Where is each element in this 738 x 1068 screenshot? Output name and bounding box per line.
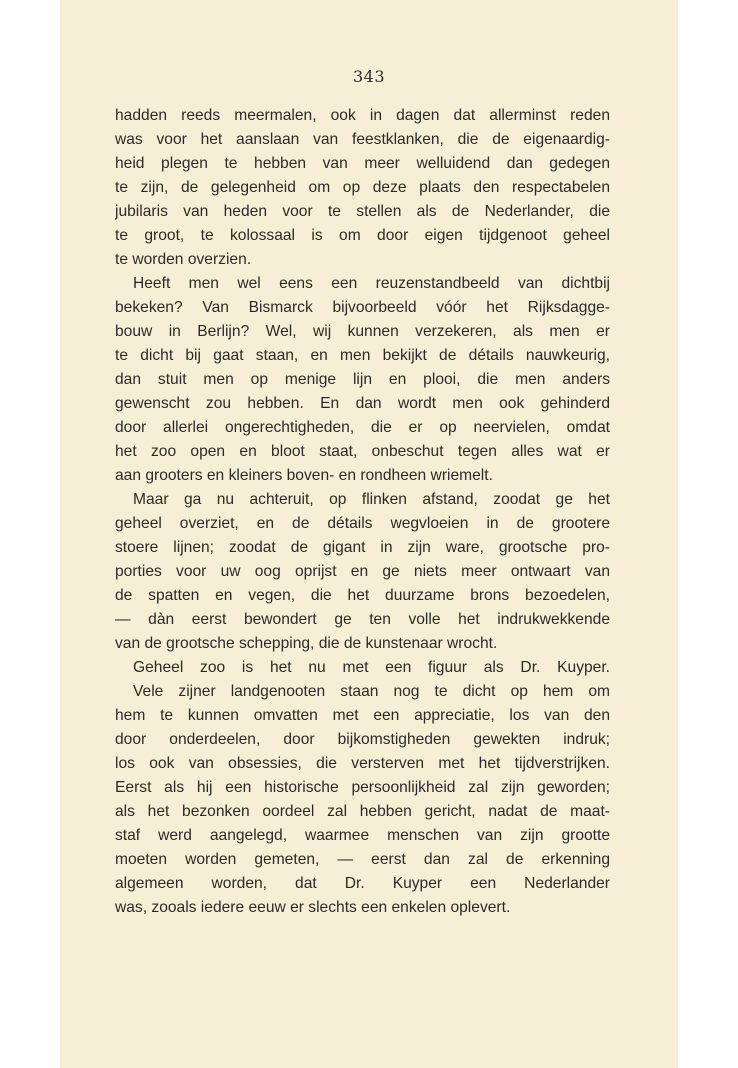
text-line: door onderdeelen, door bijkomstigheden gewekten indruk; bbox=[115, 731, 610, 748]
text-line: te zijn, de gelegenheid om op deze plaats den respectabelen bbox=[115, 179, 610, 196]
text-line: geheel overziet, en de détails wegvloeien in de grootere bbox=[115, 515, 610, 532]
text-line: van de grootsche schepping, die de kunstenaar wrocht. bbox=[115, 635, 498, 652]
text-line: door allerlei ongerechtigheden, die er op neervielen, omdat bbox=[115, 419, 610, 436]
text-line: moeten worden gemeten, — eerst dan zal de erkenning bbox=[115, 851, 610, 868]
text-line: hem te kunnen omvatten met een appreciatie, los van den bbox=[115, 707, 610, 724]
text-line: stoere lijnen; zoodat de gigant in zijn ware, grootsche pro- bbox=[115, 539, 610, 556]
text-line: als het bezonken oordeel zal hebben gericht, nadat de maat- bbox=[115, 803, 610, 820]
text-line: was, zooals iedere eeuw er slechts een enkelen oplevert. bbox=[115, 899, 511, 916]
text-line: gewenscht zou hebben. En dan wordt men ook gehinderd bbox=[115, 395, 610, 412]
page-number: 343 bbox=[352, 67, 386, 86]
text-line: het zoo open en bloot staat, onbeschut tegen alles wat er bbox=[115, 443, 610, 460]
text-line: bekeken? Van Bismarck bijvoorbeeld vóór het Rijksdagge- bbox=[115, 299, 610, 316]
text-line: staf werd aangelegd, waarmee menschen van zijn grootte bbox=[115, 827, 610, 844]
text-line: Vele zijner landgenooten staan nog te dicht op hem om bbox=[133, 683, 610, 700]
text-line: te worden overzien. bbox=[115, 251, 252, 268]
text-line: de spatten en vegen, die het duurzame brons bezoedelen, bbox=[115, 587, 610, 604]
text-line: te groot, te kolossaal is om door eigen tijdgenoot geheel bbox=[115, 227, 610, 244]
text-line: was voor het aanslaan van feestklanken, die de eigenaardig- bbox=[115, 131, 610, 148]
text-line: algemeen worden, dat Dr. Kuyper een Nederlander bbox=[115, 875, 610, 892]
text-line: jubilaris van heden voor te stellen als de Nederlander, die bbox=[115, 203, 610, 220]
book-page bbox=[60, 0, 678, 1068]
text-line: bouw in Berlijn? Wel, wij kunnen verzekeren, als men er bbox=[115, 323, 610, 340]
text-line: Eerst als hij een historische persoonlijkheid zal zijn geworden; bbox=[115, 779, 610, 796]
text-line: te dicht bij gaat staan, en men bekijkt de détails nauwkeurig, bbox=[115, 347, 610, 364]
text-line: hadden reeds meermalen, ook in dagen dat allerminst reden bbox=[115, 107, 610, 124]
text-line: Maar ga nu achteruit, op flinken afstand, zoodat ge het bbox=[133, 491, 610, 508]
text-line: Heeft men wel eens een reuzenstandbeeld van dichtbij bbox=[133, 275, 610, 292]
text-line: porties voor uw oog oprijst en ge niets meer ontwaart van bbox=[115, 563, 610, 580]
text-line: — dàn eerst bewondert ge ten volle het indrukwekkende bbox=[115, 611, 610, 628]
text-line: heid plegen te hebben van meer welluidend dan gedegen bbox=[115, 155, 610, 172]
text-line: los ook van obsessies, die versterven met het tijdverstrijken. bbox=[115, 755, 610, 772]
text-line: aan grooters en kleiners boven- en rondheen wriemelt. bbox=[115, 467, 493, 484]
text-line: Geheel zoo is het nu met een figuur als Dr. Kuyper. bbox=[133, 659, 610, 676]
text-line: dan stuit men op menige lijn en plooi, die men anders bbox=[115, 371, 610, 388]
body-text bbox=[115, 104, 610, 920]
